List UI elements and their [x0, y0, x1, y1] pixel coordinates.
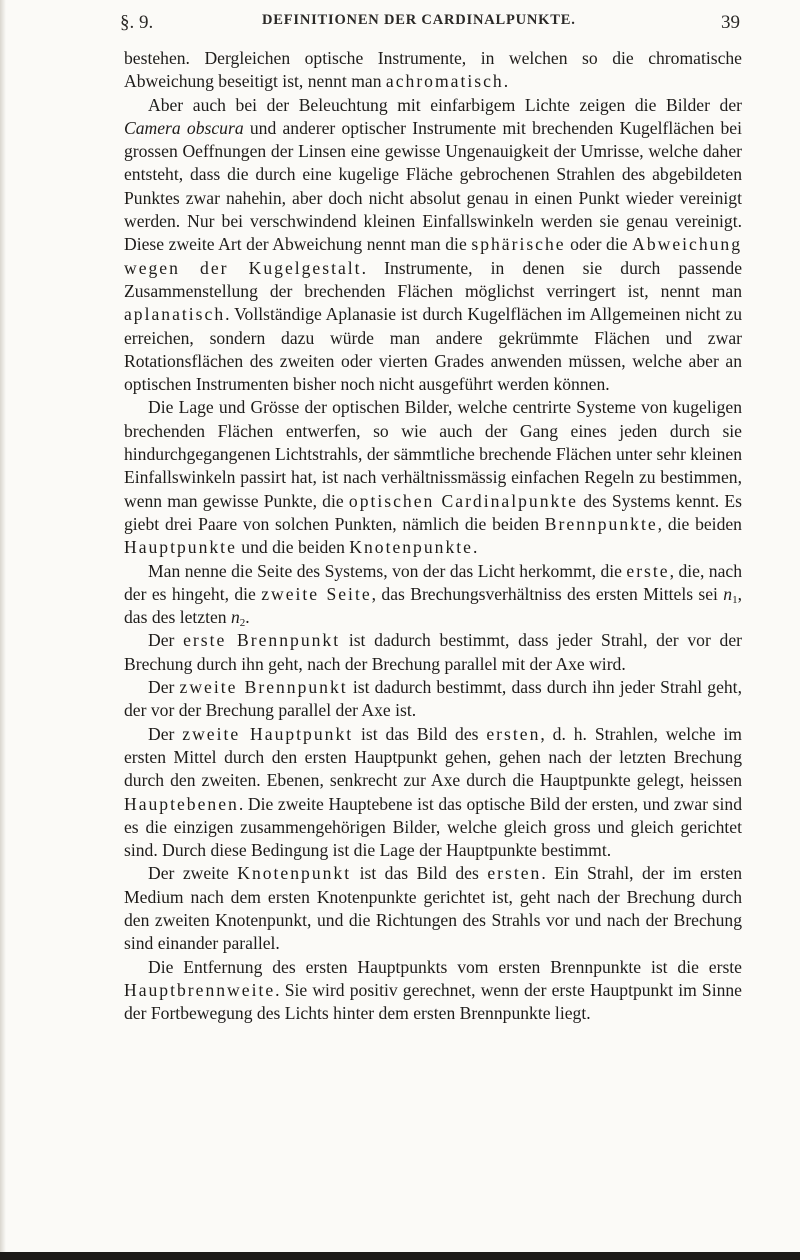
text-run: Man nenne die Seite des Systems, von der das Licht herkommt, die — [148, 560, 627, 581]
paragraph — [124, 396, 742, 559]
spaced-term: erste Brennpunkt — [183, 630, 341, 651]
spaced-term: Hauptpunkte — [124, 537, 237, 558]
text-run: . Instrumente, in denen sie durch passende Zusammenstellung der brechenden Flächen möglichst verringert ist, nennt man — [124, 257, 743, 301]
section-number: §. 9. — [120, 12, 154, 33]
text-run: ist das Bild des — [351, 863, 488, 884]
spaced-term: zweite Seite — [261, 583, 372, 604]
text-run: , das des letzten — [124, 583, 742, 628]
spaced-term: zweite Brennpunkt — [179, 677, 348, 698]
text-run: , die, nach der es hingeht, die — [124, 560, 742, 604]
text-run: . — [472, 537, 478, 558]
text-run: und die beiden — [236, 537, 350, 558]
text-run: , d. h. Strahlen, welche im ersten Mittel durch den ersten Hauptpunkt gehen, gehen nach der letzten Brechung durch den zweiten. Ebenen, senkrecht zur Axe durch die Hauptpunkte gelegt, heissen — [124, 723, 742, 791]
text-run: des Systems kennt. Es giebt drei Paare von solchen Punkten, nämlich die beiden — [124, 490, 743, 534]
text-run: . — [503, 71, 509, 92]
text-run: und anderer optischer Instrumente mit brechenden Kugelflächen bei grossen Oeffnungen der Linsen eine gewisse Ungenauigkeit der Umrisse, welche daher entsteht, dass die durch eine kugelige Fläche gebrochenen Strahlen des abgebildeten Punktes zwar nahehin, aber doch nicht absolut genau in einen Punkt wieder vereinigt werden. Nur bei verschwindend kleinen Einfallswinkeln werden sie genau vereinigt. Diese zweite Art der Abweichung nennt man die — [124, 117, 743, 255]
page-gutter-shadow — [0, 0, 6, 1260]
text-run: Die Lage und Grösse der optischen Bilder, welche centrirte Systeme von kugeligen brechenden Flächen entwerfen, so wie auch der Gang eines jeden durch sie hindurchgegangenen Lichtstrahls, der sämmtliche brechende Flächen unter sehr kleinen Einfallswinkeln passirt hat, ist nach verhältnissmässig einfachen Regeln zu bestimmen, wenn man gewisse Punkte, die — [124, 397, 742, 511]
paragraph — [124, 862, 742, 955]
spaced-term: zweite Hauptpunkt — [182, 723, 354, 744]
running-title: DEFINITIONEN DER CARDINALPUNKTE. — [262, 12, 576, 28]
spaced-term: sphärische — [471, 234, 566, 255]
body-text — [124, 47, 742, 1025]
text-run: . Die zweite Hauptebene ist das optische Bild der ersten, und zwar sind es die einzigen zusammengehörigen Bilder, welche gleich gross und gleich gerichtet sind. Durch diese Bedingung ist die Lage der Hauptpunkte bestimmt. — [124, 793, 742, 861]
text-run: . Ein Strahl, der im ersten Medium nach dem ersten Knotenpunkte gerichtet ist, geht nach der Brechung durch den zweiten Knotenpunkt, und die Richtungen des Strahls vor und nach der Brechung sind einander parallel. — [124, 863, 742, 954]
page-number: 39 — [721, 12, 740, 33]
text-run: ist dadurch bestimmt, dass durch ihn jeder Strahl geht, der vor der Brechung parallel der Axe ist. — [124, 677, 742, 721]
subscript: 2 — [239, 617, 246, 630]
italic-text: Camera obscura — [124, 117, 244, 138]
paragraph — [124, 94, 742, 397]
spaced-term: Brennpunkte — [544, 513, 658, 534]
paragraph — [124, 956, 742, 1026]
text-run: Aber auch bei der Beleuchtung mit einfarbigem Lichte zeigen die Bilder der — [148, 94, 742, 115]
subscript: 1 — [732, 593, 738, 606]
paragraph — [124, 47, 742, 94]
spaced-term: achromatisch — [385, 71, 504, 92]
text-run: , die beiden — [657, 513, 742, 534]
spaced-term: ersten — [487, 863, 542, 884]
text-run: . — [245, 607, 250, 628]
text-run: Der — [148, 723, 183, 744]
text-run: . Vollständige Aplanasie ist durch Kugelflächen im Allgemeinen nicht zu erreichen, sondern dazu würde man andere gekrümmte Flächen und zwar Rotationsflächen des zweiten oder vierten Grades anwenden müssen, welche aber an optischen Instrumenten bisher noch nicht ausgeführt werden können. — [124, 304, 742, 395]
text-run: , das Brechungsverhältniss des ersten Mittels sei — [371, 583, 724, 604]
spaced-term: Hauptebenen — [124, 793, 239, 814]
paragraph — [124, 676, 742, 723]
text-run: . Sie wird positiv gerechnet, wenn der erste Hauptpunkt im Sinne der Fortbewegung des Lichts hinter dem ersten Brennpunkte liegt. — [124, 979, 742, 1024]
spaced-term: ersten — [486, 723, 541, 744]
spaced-term: Hauptbrennweite — [124, 979, 276, 1000]
running-head — [120, 8, 740, 38]
text-run: ist dadurch bestimmt, dass jeder Strahl, der vor der Brechung durch ihn geht, nach der Brechung parallel mit der Axe wird. — [124, 630, 742, 674]
text-run: Der — [148, 677, 180, 698]
spaced-term: aplanatisch — [124, 304, 226, 325]
paragraph — [124, 723, 742, 863]
text-run: oder die — [565, 234, 633, 255]
text-run: ist das Bild des — [353, 723, 487, 744]
bottom-edge — [0, 1252, 800, 1260]
text-run: Der zweite — [148, 863, 238, 884]
italic-text: n — [231, 607, 240, 628]
spaced-term: optischen Cardinalpunkte — [348, 490, 578, 511]
spaced-term: Abweichung wegen der Kugelgestalt — [124, 234, 743, 278]
spaced-term: Knotenpunkte — [349, 537, 473, 558]
paragraph — [124, 560, 742, 630]
paragraph — [124, 629, 742, 676]
spaced-term: Knotenpunkt — [237, 863, 352, 884]
text-run: bestehen. Dergleichen optische Instrumente, in welchen so die chromatische Abweichung beseitigt ist, nennt man — [124, 48, 742, 92]
spaced-term: erste — [626, 560, 670, 581]
italic-text: n — [723, 583, 733, 604]
text-run: Die Entfernung des ersten Hauptpunkts vom ersten Brennpunkte ist die erste — [148, 956, 742, 977]
text-run: Der — [148, 630, 184, 651]
